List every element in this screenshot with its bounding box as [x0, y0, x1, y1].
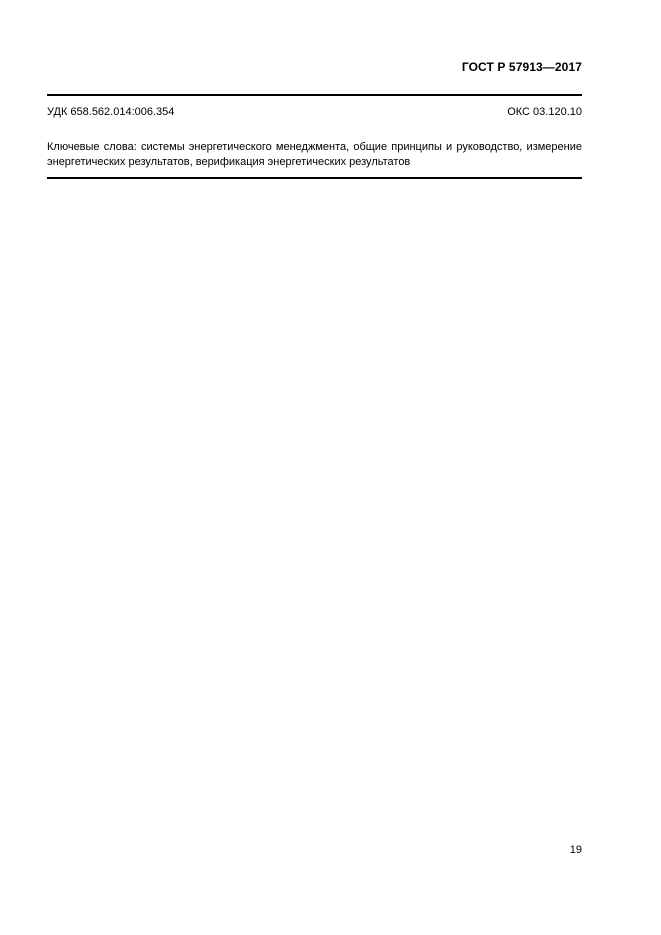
- top-divider: [47, 94, 582, 96]
- keywords-paragraph: Ключевые слова: системы энергетического менеджмента, общие принципы и руководство, измерение энергетических результатов, верификация энергетических результатов: [47, 141, 582, 168]
- oks-code: ОКС 03.120.10: [507, 106, 582, 118]
- udc-code: УДК 658.562.014:006.354: [47, 106, 175, 118]
- bottom-divider: [47, 177, 582, 179]
- page-number: 19: [569, 844, 582, 856]
- document-code: ГОСТ Р 57913—2017: [461, 60, 582, 74]
